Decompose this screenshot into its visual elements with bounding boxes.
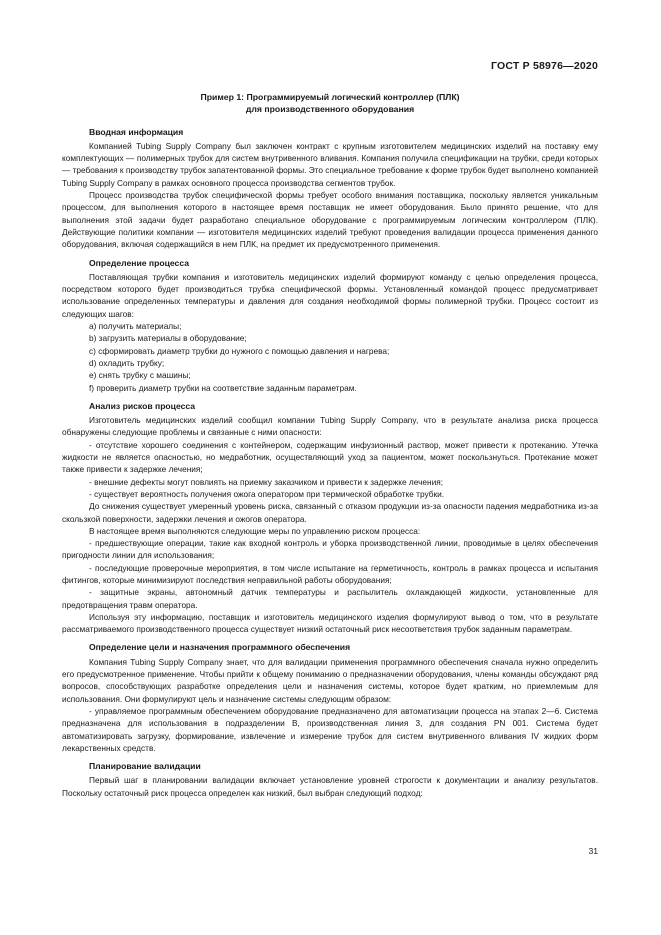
risk-paragraph-3: В настоящее время выполняются следующие меры по управлению риском процесса: xyxy=(89,525,421,536)
risk-measure: - предшествующие операции, такие как входной контроль и уборка производственной линии, проводимые в целях обеспечения пригодности линии для использования; xyxy=(62,538,598,561)
page-content xyxy=(62,91,598,799)
risk-hazard: - отсутствие хорошего соединения с контейнером, содержащим инфузионный раствор, может привести к протеканию. Утечка жидкости не является опасностью, но медработник, осуществляющий уход за пациентом, может поскользнуться. Протекание может также привести к задержке лечения; xyxy=(62,439,598,475)
risk-paragraph-1: Изготовитель медицинских изделий сообщил компании Tubing Supply Company, что в результате анализа риска процесса обнаружены следующие проблемы и связанные с ними опасности: xyxy=(62,415,598,438)
heading-process: Определение процесса xyxy=(89,257,189,268)
risk-measure: - последующие проверочные мероприятия, в том числе испытание на герметичность, контроль в рамках процесса и испытания фитингов, которые минимизируют последствия неправильной работы оборудования; xyxy=(62,562,598,585)
process-step: e) снять трубку с машины; xyxy=(89,370,191,381)
example-title xyxy=(62,91,598,116)
title-line-1: Пример 1: Программируемый логический контроллер (ПЛК) xyxy=(200,92,460,102)
intro-paragraph-2: Процесс производства трубок специфической формы требует особого внимания поставщика, поскольку является уникальным процессом, для выполнения которого в настоящее время поставщик не имеет оборудования. Было принято решение, что для выполнения этой задачи будет разработано специальное оборудование с программируемым логическим контроллером (ПЛК). Действующие политики компании — изготовителя медицинских изделий требуют проведения валидации процесса применения данного оборудования, включая содержащийся в нем ПЛК, на предмет их предусмотренного применения. xyxy=(62,190,598,250)
purpose-paragraph-2: - управляемое программным обеспечением оборудование предназначено для автоматизации процесса на этапах 2—6. Система предназначена для использования в подразделении B, производственная линия 3, для создания PN 001. Система будет автоматизировать загрузку, формирование, извлечение и измерение трубок для систем внутривенного вливания IV жидких форм лекарственных средств. xyxy=(62,705,598,753)
process-step: a) получить материалы; xyxy=(89,321,182,332)
risk-measure: - защитные экраны, автономный датчик температуры и распылитель охлаждающей жидкости, установленные для предотвращения травм оператора. xyxy=(62,587,598,610)
process-step: c) сформировать диаметр трубки до нужного с помощью давления и нагрева; xyxy=(89,345,390,356)
heading-planning: Планирование валидации xyxy=(89,761,201,772)
risk-hazard: - внешние дефекты могут повлиять на приемку заказчиком и привести к задержке лечения; xyxy=(89,476,444,487)
heading-purpose: Определение цели и назначения программного обеспечения xyxy=(89,642,351,653)
risk-paragraph-2: До снижения существует умеренный уровень риска, связанный с отказом продукции из-за опасности падения медработника из-за скользкой поверхности, задержки лечения и ожогов оператора. xyxy=(62,501,598,524)
risk-hazard: - существует вероятность получения ожога оператором при термической обработке трубки. xyxy=(89,488,445,499)
process-step: b) загрузить материалы в оборудование; xyxy=(89,333,247,344)
purpose-paragraph-1: Компания Tubing Supply Company знает, что для валидации применения программного обеспечения сначала нужно определить его предусмотренное применение. Чтобы прийти к общему пониманию о предназначении оборудования, члены команды обсуждают ряд вопросов, способствующих разработке определения цели и назначения системы, которое будет кратким, но приемлемым для использования. Они формулируют цель и назначение системы следующим образом: xyxy=(62,656,598,704)
planning-paragraph-1: Первый шаг в планировании валидации включает установление уровней строгости к документации и анализу результатов. Поскольку остаточный риск процесса определен как низкий, был выбран следующий подход: xyxy=(62,775,598,798)
process-step: f) проверить диаметр трубки на соответствие заданным параметрам. xyxy=(89,382,357,393)
title-line-2: для производственного оборудования xyxy=(245,104,415,115)
standard-code: ГОСТ Р 58976—2020 xyxy=(490,60,598,72)
process-step: d) охладить трубку; xyxy=(89,357,165,368)
heading-risk: Анализ рисков процесса xyxy=(89,400,196,411)
risk-paragraph-4: Используя эту информацию, поставщик и изготовитель медицинского изделия формулируют вывод о том, что в результате рассматриваемого производственного процесса существует низкий остаточный риск несоответствия трубок заданным параметрам. xyxy=(62,611,598,635)
page-number: 31 xyxy=(588,846,598,856)
heading-intro: Вводная информация xyxy=(89,126,184,137)
process-paragraph-1: Поставляющая трубки компания и изготовитель медицинских изделий формируют команду с целью определения процесса, посредством которого будет производиться трубка специфической формы. Установленный командой процесс предусматривает использование определенных температуры и давления для создания необходимой формы полимерной трубки. Процесс состоит из следующих шагов: xyxy=(62,271,598,319)
intro-paragraph-1: Компанией Tubing Supply Company был заключен контракт с крупным изготовителем медицинских изделий на поставку ему комплектующих — полимерных трубок для систем внутривенного вливания. Компания получила спецификации на трубки, среди которых — требования к производству трубок запатентованной формы. Это специальное требование к форме трубок будет выполнено компанией Tubing Supply Company в рамках основного процесса производства сегментов трубок. xyxy=(62,140,598,188)
